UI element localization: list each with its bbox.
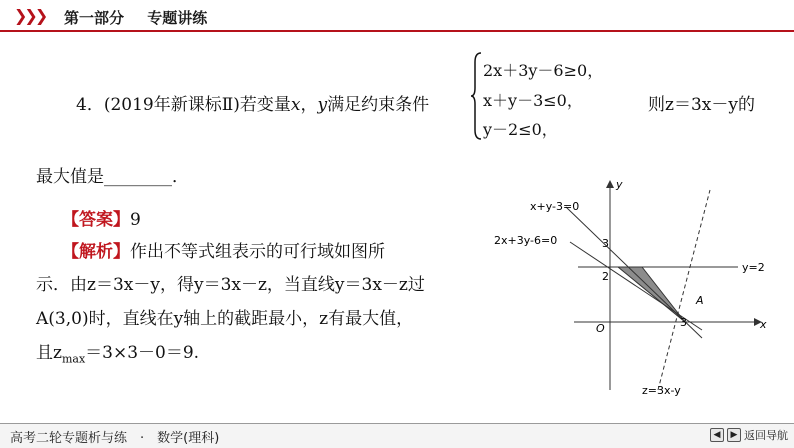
prev-arrow-icon[interactable]: ◀ (710, 428, 724, 442)
zmax-result: ＝3×3－0＝9. (85, 343, 200, 363)
problem-statement (76, 90, 429, 115)
analysis-text-1: 作出不等式组表示的可行域如图所 (130, 242, 385, 262)
var-y: y (317, 95, 328, 115)
var-x: x (290, 95, 301, 115)
tick-y-2: 2 (602, 270, 609, 283)
zmax-subscript: max (61, 352, 86, 366)
label-line-2x-plus-3y: 2x+3y-6=0 (494, 234, 558, 247)
analysis-line-2: 示．由z＝3x－y，得y＝3x－z，当直线y＝3x－z过 (36, 275, 425, 295)
analysis-line-4 (36, 338, 199, 365)
analysis-line-1 (62, 237, 385, 262)
condition-text: 满足约束条件 (327, 95, 430, 115)
footer-title: 高考二轮专题析与练 · 数学(理科) (10, 431, 220, 446)
constraint-3: y－2≤0， (483, 120, 558, 139)
analysis-tag: 【解析】 (62, 242, 130, 262)
feasible-region-graph (480, 172, 780, 398)
tick-x-3: 3 (680, 316, 687, 329)
comma: ， (300, 95, 318, 115)
nav-group (710, 427, 788, 443)
answer-value: 9 (130, 210, 141, 230)
label-objective: z=3x-y (642, 384, 681, 397)
answer-tag: 【答案】 (62, 210, 130, 230)
header-divider (0, 30, 794, 32)
origin-label: O (596, 322, 605, 335)
part-label: 第一部分 (64, 9, 125, 27)
analysis-line-3: A(3,0)时，直线在y轴上的截距最小，z有最大值， (36, 309, 414, 329)
next-arrow-icon[interactable]: ▶ (727, 428, 741, 442)
footer-bar (0, 423, 794, 448)
label-line-x-plus-y: x+y-3=0 (530, 200, 580, 213)
label-y-2: y=2 (742, 261, 765, 274)
tick-y-3: 3 (602, 237, 609, 250)
brace-icon (470, 52, 482, 140)
answer-line (62, 205, 141, 230)
section-title (64, 7, 225, 28)
feasible-region (618, 267, 685, 322)
axis-x-label: x (760, 318, 767, 331)
constraint-1: 2x＋3y－6≥0， (483, 61, 604, 80)
point-a-label: A (696, 294, 704, 307)
axis-y-label: y (616, 178, 623, 191)
topic-label: 专题讲练 (147, 9, 208, 27)
line-objective (658, 190, 710, 390)
zmax-prefix: 且z (36, 343, 62, 363)
constraint-2: x＋y－3≤0， (483, 91, 583, 110)
problem-source: 4．(2019年新课标Ⅱ)若变量 (76, 95, 291, 115)
back-to-nav-link[interactable]: 返回导航 (744, 429, 788, 442)
objective-text: 则z＝3x－y的 (648, 95, 755, 115)
header-bar (0, 0, 794, 30)
chevron-right-icon: ❯❯❯ (14, 6, 46, 25)
answer-blank-line: 最大值是________． (36, 167, 189, 187)
